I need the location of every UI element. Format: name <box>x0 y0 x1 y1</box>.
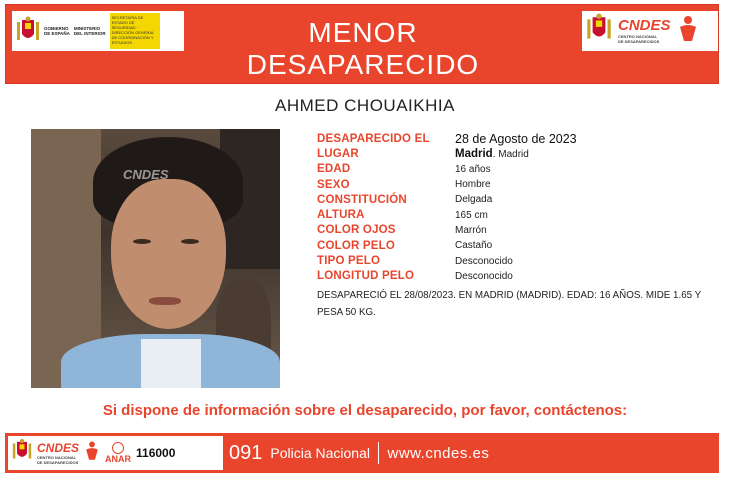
cndes-sub: CENTRO NACIONAL <box>618 34 658 39</box>
detail-value: 16 años <box>455 163 491 175</box>
gov-yellow-block: SECRETARÍA DE ESTADO DE SEGURIDAD · DIRECCIÓN GENERAL DE COORDINACIÓN Y ESTUDIOS <box>110 13 160 49</box>
detail-label: EDAD <box>317 163 351 176</box>
header-banner <box>5 4 719 84</box>
phone-116[interactable]: 116000 <box>136 446 176 460</box>
cndes-sub: CENTRO NACIONAL <box>37 454 77 460</box>
description-text: DESAPARECIÓ EL 28/08/2023. EN MADRID (MADRID). EDAD: 16 AÑOS. MIDE 1.65 Y PESA 50 KG. <box>317 290 702 318</box>
photo-eye <box>133 239 151 244</box>
gov-text-line: DEL INTERIOR <box>73 31 106 36</box>
cndes-word: CNDES <box>37 440 80 455</box>
detail-label: LUGAR <box>317 147 359 160</box>
detail-row <box>317 269 577 284</box>
detail-label: LONGITUD PELO <box>317 270 415 283</box>
cndes-wordmark <box>37 442 79 465</box>
cndes-sub: DE DESAPARECIDOS <box>618 39 660 44</box>
footer-contact <box>229 433 489 473</box>
footer-divider <box>378 442 380 464</box>
spain-crest-icon <box>12 438 32 469</box>
detail-value-bold: Madrid <box>455 147 493 160</box>
detail-value: Castaño <box>455 240 493 252</box>
photo-mouth <box>149 297 181 305</box>
photo-shirt-detail <box>141 339 201 388</box>
police-label: Policia Nacional <box>270 445 370 461</box>
detail-row <box>317 146 577 161</box>
person-name: AHMED CHOUAIKHIA <box>275 96 455 115</box>
detail-row <box>317 192 577 207</box>
detail-value: 165 cm <box>455 209 488 221</box>
detail-value: Desconocido <box>455 270 513 282</box>
spain-crest-icon <box>586 13 612 50</box>
detail-row <box>317 131 577 146</box>
phone-091[interactable]: 091 <box>229 441 263 464</box>
cndes-figure-icon <box>677 15 699 48</box>
contact-prompt: Si dispone de información sobre el desaparecido, por favor, contáctenos: <box>102 402 628 419</box>
cndes-logo-header <box>582 11 718 51</box>
person-photo <box>31 129 280 388</box>
detail-label: COLOR PELO <box>317 239 396 252</box>
photo-face <box>111 179 226 329</box>
detail-row <box>317 207 577 222</box>
footer-banner <box>5 433 719 473</box>
anar-text: ANAR <box>105 454 132 464</box>
detail-value <box>455 148 529 160</box>
detail-row <box>317 238 577 253</box>
photo-eye <box>181 239 199 244</box>
footer-logos <box>8 436 223 470</box>
detail-label: CONSTITUCIÓN <box>317 193 407 206</box>
title-line-1: MENOR <box>308 17 418 48</box>
cndes-wordmark <box>618 18 671 44</box>
anar-logo <box>105 442 131 464</box>
detail-label: TIPO PELO <box>317 255 381 268</box>
website-link[interactable]: www.cndes.es <box>387 444 490 462</box>
detail-label: ALTURA <box>317 209 365 222</box>
detail-row <box>317 223 577 238</box>
detail-value: Hombre <box>455 179 491 191</box>
cndes-sub: DE DESAPARECIDOS <box>37 459 79 465</box>
cndes-figure-icon <box>84 440 100 467</box>
cndes-word: CNDES <box>618 17 671 34</box>
detail-label: DESAPARECIDO EL <box>317 132 430 145</box>
detail-value: Desconocido <box>455 255 513 267</box>
title-line-2: DESAPARECIDO <box>246 49 480 80</box>
details-table <box>317 131 577 284</box>
photo-watermark: CNDES <box>123 167 169 182</box>
detail-label: SEXO <box>317 178 350 191</box>
detail-value: Delgada <box>455 194 493 206</box>
smiley-icon <box>112 442 124 454</box>
gov-text-line: MINISTERIO <box>73 26 101 31</box>
gov-text-line: GOBIERNO <box>44 26 69 31</box>
detail-value-rest: . Madrid <box>492 148 529 160</box>
detail-row <box>317 162 577 177</box>
detail-row <box>317 177 577 192</box>
detail-label: COLOR OJOS <box>317 224 396 237</box>
detail-value: 28 de Agosto de 2023 <box>455 131 577 146</box>
detail-row <box>317 253 577 268</box>
gov-text-line: DE ESPAÑA <box>44 31 70 36</box>
detail-value: Marrón <box>455 224 487 236</box>
